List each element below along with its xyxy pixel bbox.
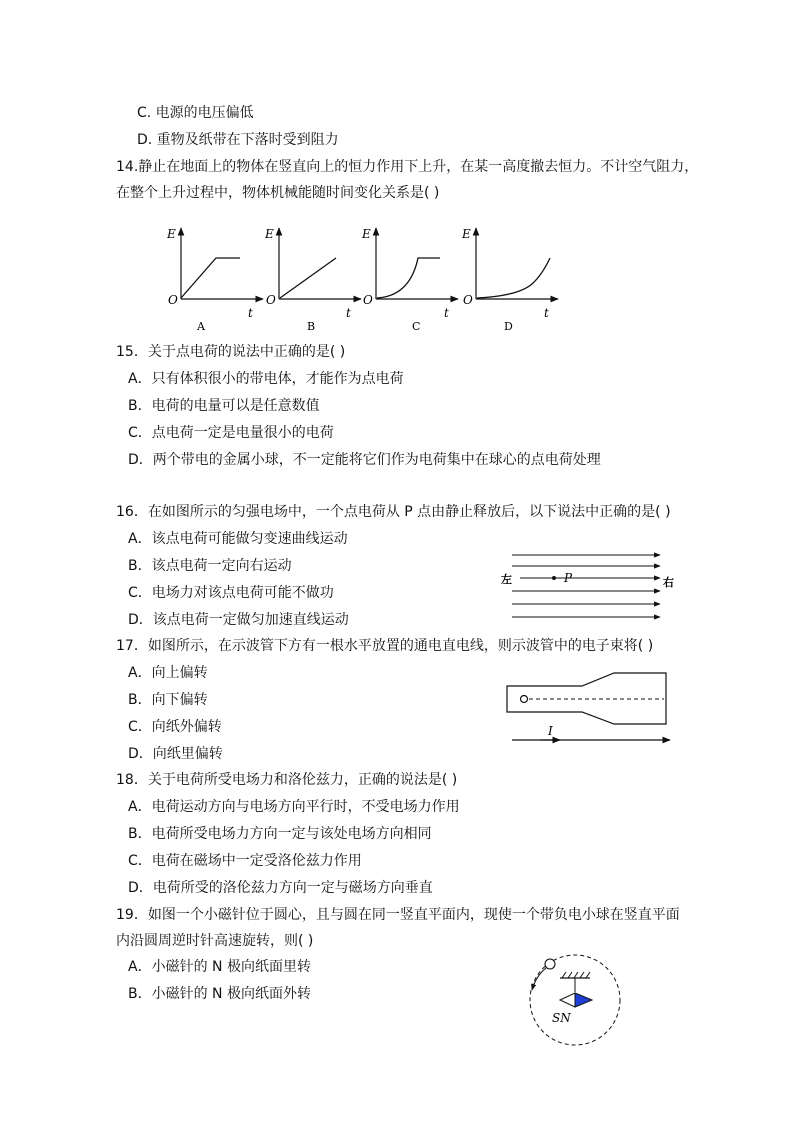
q17-option-d: D．向纸里偏转: [128, 746, 223, 762]
q13-option-c: C. 电源的电压偏低: [137, 105, 254, 121]
q15-option-b: B．电荷的电量可以是任意数值: [128, 398, 320, 414]
q14-stem-line1: 14.静止在地面上的物体在竖直向上的恒力作用下上升，在某一高度撤去恒力。不计空气阻力，: [116, 159, 699, 175]
q15-stem: 15．关于点电荷的说法中正确的是( ): [116, 344, 346, 360]
needle-n-pole: [575, 993, 592, 1007]
q14-stem-line2: 在整个上升过程中，物体机械能随时间变化关系是( ): [116, 185, 440, 201]
q16-field-figure: [500, 548, 675, 623]
electron-gun: [521, 696, 528, 703]
point-p-dot: [552, 576, 556, 580]
graph-a-y-label: E: [167, 227, 176, 241]
q19-option-b: B．小磁针的 N 极向纸面外转: [128, 986, 311, 1002]
q16-stem: 16．在如图所示的匀强电场中，一个点电荷从 P 点由静止释放后，以下说法中正确的是( ): [116, 504, 671, 520]
q16-option-c: C．电场力对该点电荷可能不做功: [128, 585, 334, 601]
graph-c: [361, 227, 458, 333]
needle-s-pole: [560, 993, 575, 1007]
graph-a-caption: A: [197, 320, 205, 333]
q16-option-b: B．该点电荷一定向右运动: [128, 558, 292, 574]
charged-ball: [545, 959, 555, 969]
graph-c-y-label: E: [362, 227, 371, 241]
q18-option-b: B．电荷所受电场力方向一定与该处电场方向相同: [128, 826, 432, 842]
q17-option-a: A．向上偏转: [128, 665, 208, 681]
graph-b-x-label: t: [346, 306, 351, 320]
point-p-label: P: [564, 571, 573, 585]
q16-option-d: D．该点电荷一定做匀加速直线运动: [128, 612, 349, 628]
graph-d-origin: O: [463, 293, 473, 307]
graph-d-y-label: E: [462, 227, 471, 241]
q15-option-c: C．点电荷一定是电量很小的电荷: [128, 425, 334, 441]
graph-c-x-label: t: [444, 306, 449, 320]
graph-b-caption: B: [307, 320, 316, 333]
graph-c-caption: C: [412, 320, 421, 333]
graph-c-origin: O: [363, 293, 373, 307]
q19-magnet-figure: [520, 950, 630, 1050]
right-label: 右: [663, 576, 674, 589]
graph-a-x-label: t: [248, 306, 253, 320]
graph-d-caption: D: [504, 320, 513, 333]
graph-b-y-label: E: [265, 227, 274, 241]
graph-b: [264, 227, 361, 333]
q17-stem: 17．如图所示，在示波管下方有一根水平放置的通电直电线，则示波管中的电子束将( ): [116, 638, 654, 654]
q19-stem-line1: 19．如图一个小磁针位于圆心，且与圆在同一竖直平面内，现使一个带负电小球在竖直平面: [116, 907, 680, 923]
magnet-label: SN: [552, 1011, 571, 1025]
q15-option-a: A．只有体积很小的带电体，才能作为点电荷: [128, 371, 404, 387]
q18-stem: 18．关于电荷所受电场力和洛伦兹力，正确的说法是( ): [116, 772, 458, 788]
q18-option-d: D．电荷所受的洛伦兹力方向一定与磁场方向垂直: [128, 880, 433, 896]
graph-b-origin: O: [266, 293, 276, 307]
q19-stem-line2: 内沿圆周逆时针高速旋转，则( ): [116, 933, 314, 949]
q19-option-a: A．小磁针的 N 极向纸面里转: [128, 959, 311, 975]
q14-graphs: [0, 220, 794, 340]
graph-d-x-label: t: [544, 306, 549, 320]
q18-option-a: A．电荷运动方向与电场方向平行时，不受电场力作用: [128, 799, 460, 815]
q18-option-c: C．电荷在磁场中一定受洛伦兹力作用: [128, 853, 362, 869]
q17-option-b: B．向下偏转: [128, 692, 208, 708]
current-label: I: [548, 724, 553, 738]
graph-d: [461, 227, 558, 333]
graph-a-origin: O: [168, 293, 178, 307]
left-label: 左: [501, 573, 512, 586]
q16-option-a: A．该点电荷可能做匀变速曲线运动: [128, 531, 348, 547]
q15-option-d: D．两个带电的金属小球，不一定能将它们作为电荷集中在球心的点电荷处理: [128, 452, 601, 468]
rotation-arrow: [532, 968, 546, 990]
q17-option-c: C．向纸外偏转: [128, 719, 222, 735]
q13-option-d: D. 重物及纸带在下落时受到阻力: [137, 132, 339, 148]
q17-oscilloscope-figure: [498, 668, 680, 748]
graph-a: [166, 227, 263, 333]
